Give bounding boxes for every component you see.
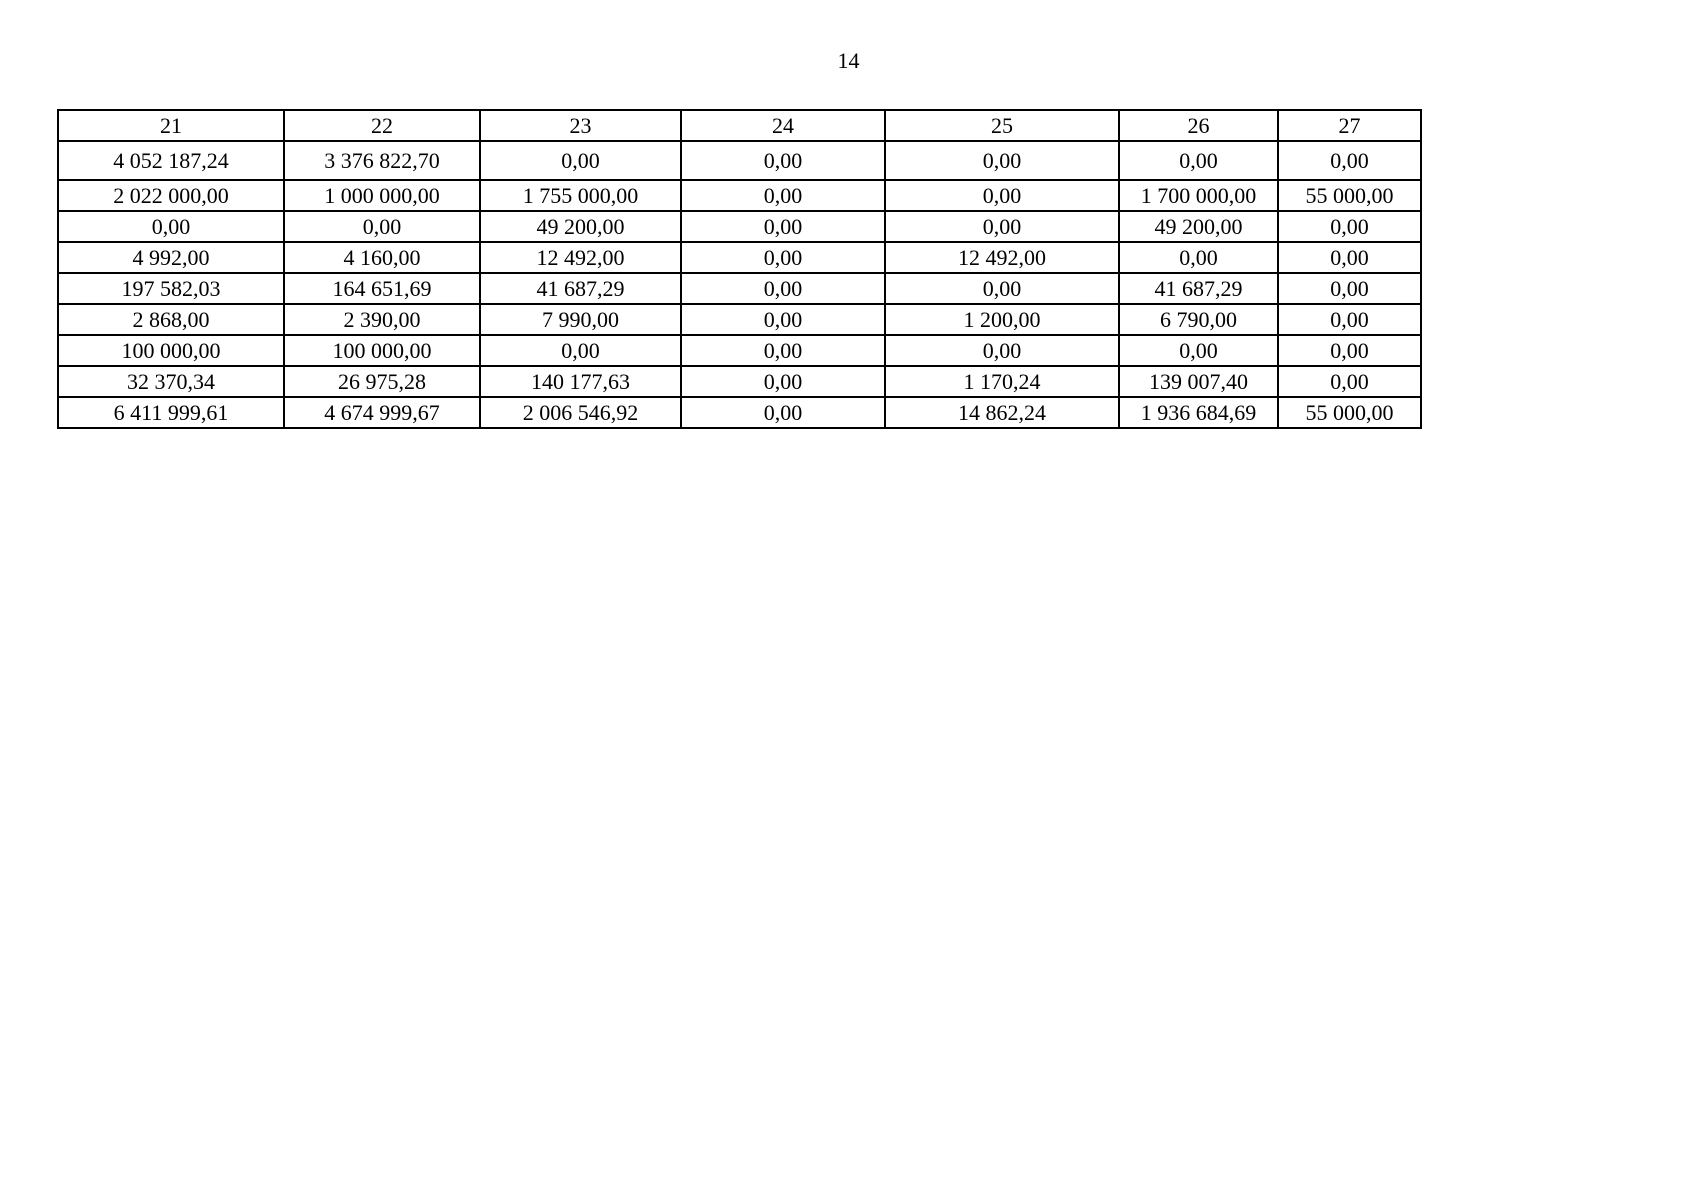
table-cell: 4 992,00 [58,242,284,273]
table-row-total [58,397,1421,428]
table-cell: 1 000 000,00 [284,180,480,211]
table-cell: 4 674 999,67 [284,397,480,428]
table-cell: 14 862,24 [885,397,1119,428]
table-cell: 0,00 [885,335,1119,366]
table-cell: 2 006 546,92 [480,397,681,428]
table-cell: 6 411 999,61 [58,397,284,428]
column-header: 23 [480,110,681,141]
table-cell: 6 790,00 [1119,304,1278,335]
table-cell: 164 651,69 [284,273,480,304]
table-row [58,273,1421,304]
table-row [58,366,1421,397]
table-cell: 0,00 [681,180,885,211]
table-cell: 0,00 [1119,141,1278,180]
table-cell: 0,00 [284,211,480,242]
table-cell: 1 700 000,00 [1119,180,1278,211]
column-header: 22 [284,110,480,141]
page-number: 14 [837,48,860,73]
table-cell: 0,00 [681,366,885,397]
column-header: 26 [1119,110,1278,141]
table-cell: 41 687,29 [480,273,681,304]
column-header: 25 [885,110,1119,141]
table-cell: 2 022 000,00 [58,180,284,211]
table-cell: 4 052 187,24 [58,141,284,180]
table-cell: 1 170,24 [885,366,1119,397]
table-cell: 0,00 [885,273,1119,304]
table-cell: 2 868,00 [58,304,284,335]
table-row [58,180,1421,211]
table-cell: 0,00 [681,273,885,304]
table-cell: 0,00 [681,397,885,428]
table-cell: 0,00 [480,335,681,366]
table-cell: 0,00 [1278,273,1421,304]
table-cell: 0,00 [1278,242,1421,273]
table-cell: 0,00 [1119,242,1278,273]
table-cell: 41 687,29 [1119,273,1278,304]
column-header: 24 [681,110,885,141]
table-cell: 49 200,00 [480,211,681,242]
table-cell: 26 975,28 [284,366,480,397]
column-header: 21 [58,110,284,141]
table-cell: 1 200,00 [885,304,1119,335]
table-cell: 55 000,00 [1278,397,1421,428]
table-cell: 0,00 [681,304,885,335]
table-cell: 7 990,00 [480,304,681,335]
table-cell: 140 177,63 [480,366,681,397]
table-cell: 197 582,03 [58,273,284,304]
table-cell: 0,00 [1119,335,1278,366]
table-cell: 3 376 822,70 [284,141,480,180]
table-cell: 2 390,00 [284,304,480,335]
table-cell: 0,00 [1278,366,1421,397]
table-cell: 0,00 [681,141,885,180]
table-cell: 12 492,00 [885,242,1119,273]
table-cell: 100 000,00 [284,335,480,366]
table-cell: 100 000,00 [58,335,284,366]
table-row [58,335,1421,366]
table-cell: 0,00 [885,141,1119,180]
table-cell: 12 492,00 [480,242,681,273]
column-header: 27 [1278,110,1421,141]
table-cell: 139 007,40 [1119,366,1278,397]
table-row [58,304,1421,335]
table-cell: 0,00 [1278,335,1421,366]
table-cell: 0,00 [885,180,1119,211]
table-cell: 0,00 [681,335,885,366]
table-cell: 1 755 000,00 [480,180,681,211]
data-table [57,109,1422,429]
table-header-row [58,110,1421,141]
table-cell: 0,00 [1278,211,1421,242]
table-cell: 0,00 [480,141,681,180]
table-row [58,141,1421,180]
table-cell: 0,00 [1278,141,1421,180]
table-cell: 49 200,00 [1119,211,1278,242]
table-cell: 0,00 [1278,304,1421,335]
table-cell: 32 370,34 [58,366,284,397]
table-cell: 0,00 [681,242,885,273]
table-cell: 0,00 [58,211,284,242]
table-cell: 0,00 [885,211,1119,242]
table-row [58,242,1421,273]
table-cell: 55 000,00 [1278,180,1421,211]
table-cell: 4 160,00 [284,242,480,273]
table-row [58,211,1421,242]
table-cell: 0,00 [681,211,885,242]
table-cell: 1 936 684,69 [1119,397,1278,428]
